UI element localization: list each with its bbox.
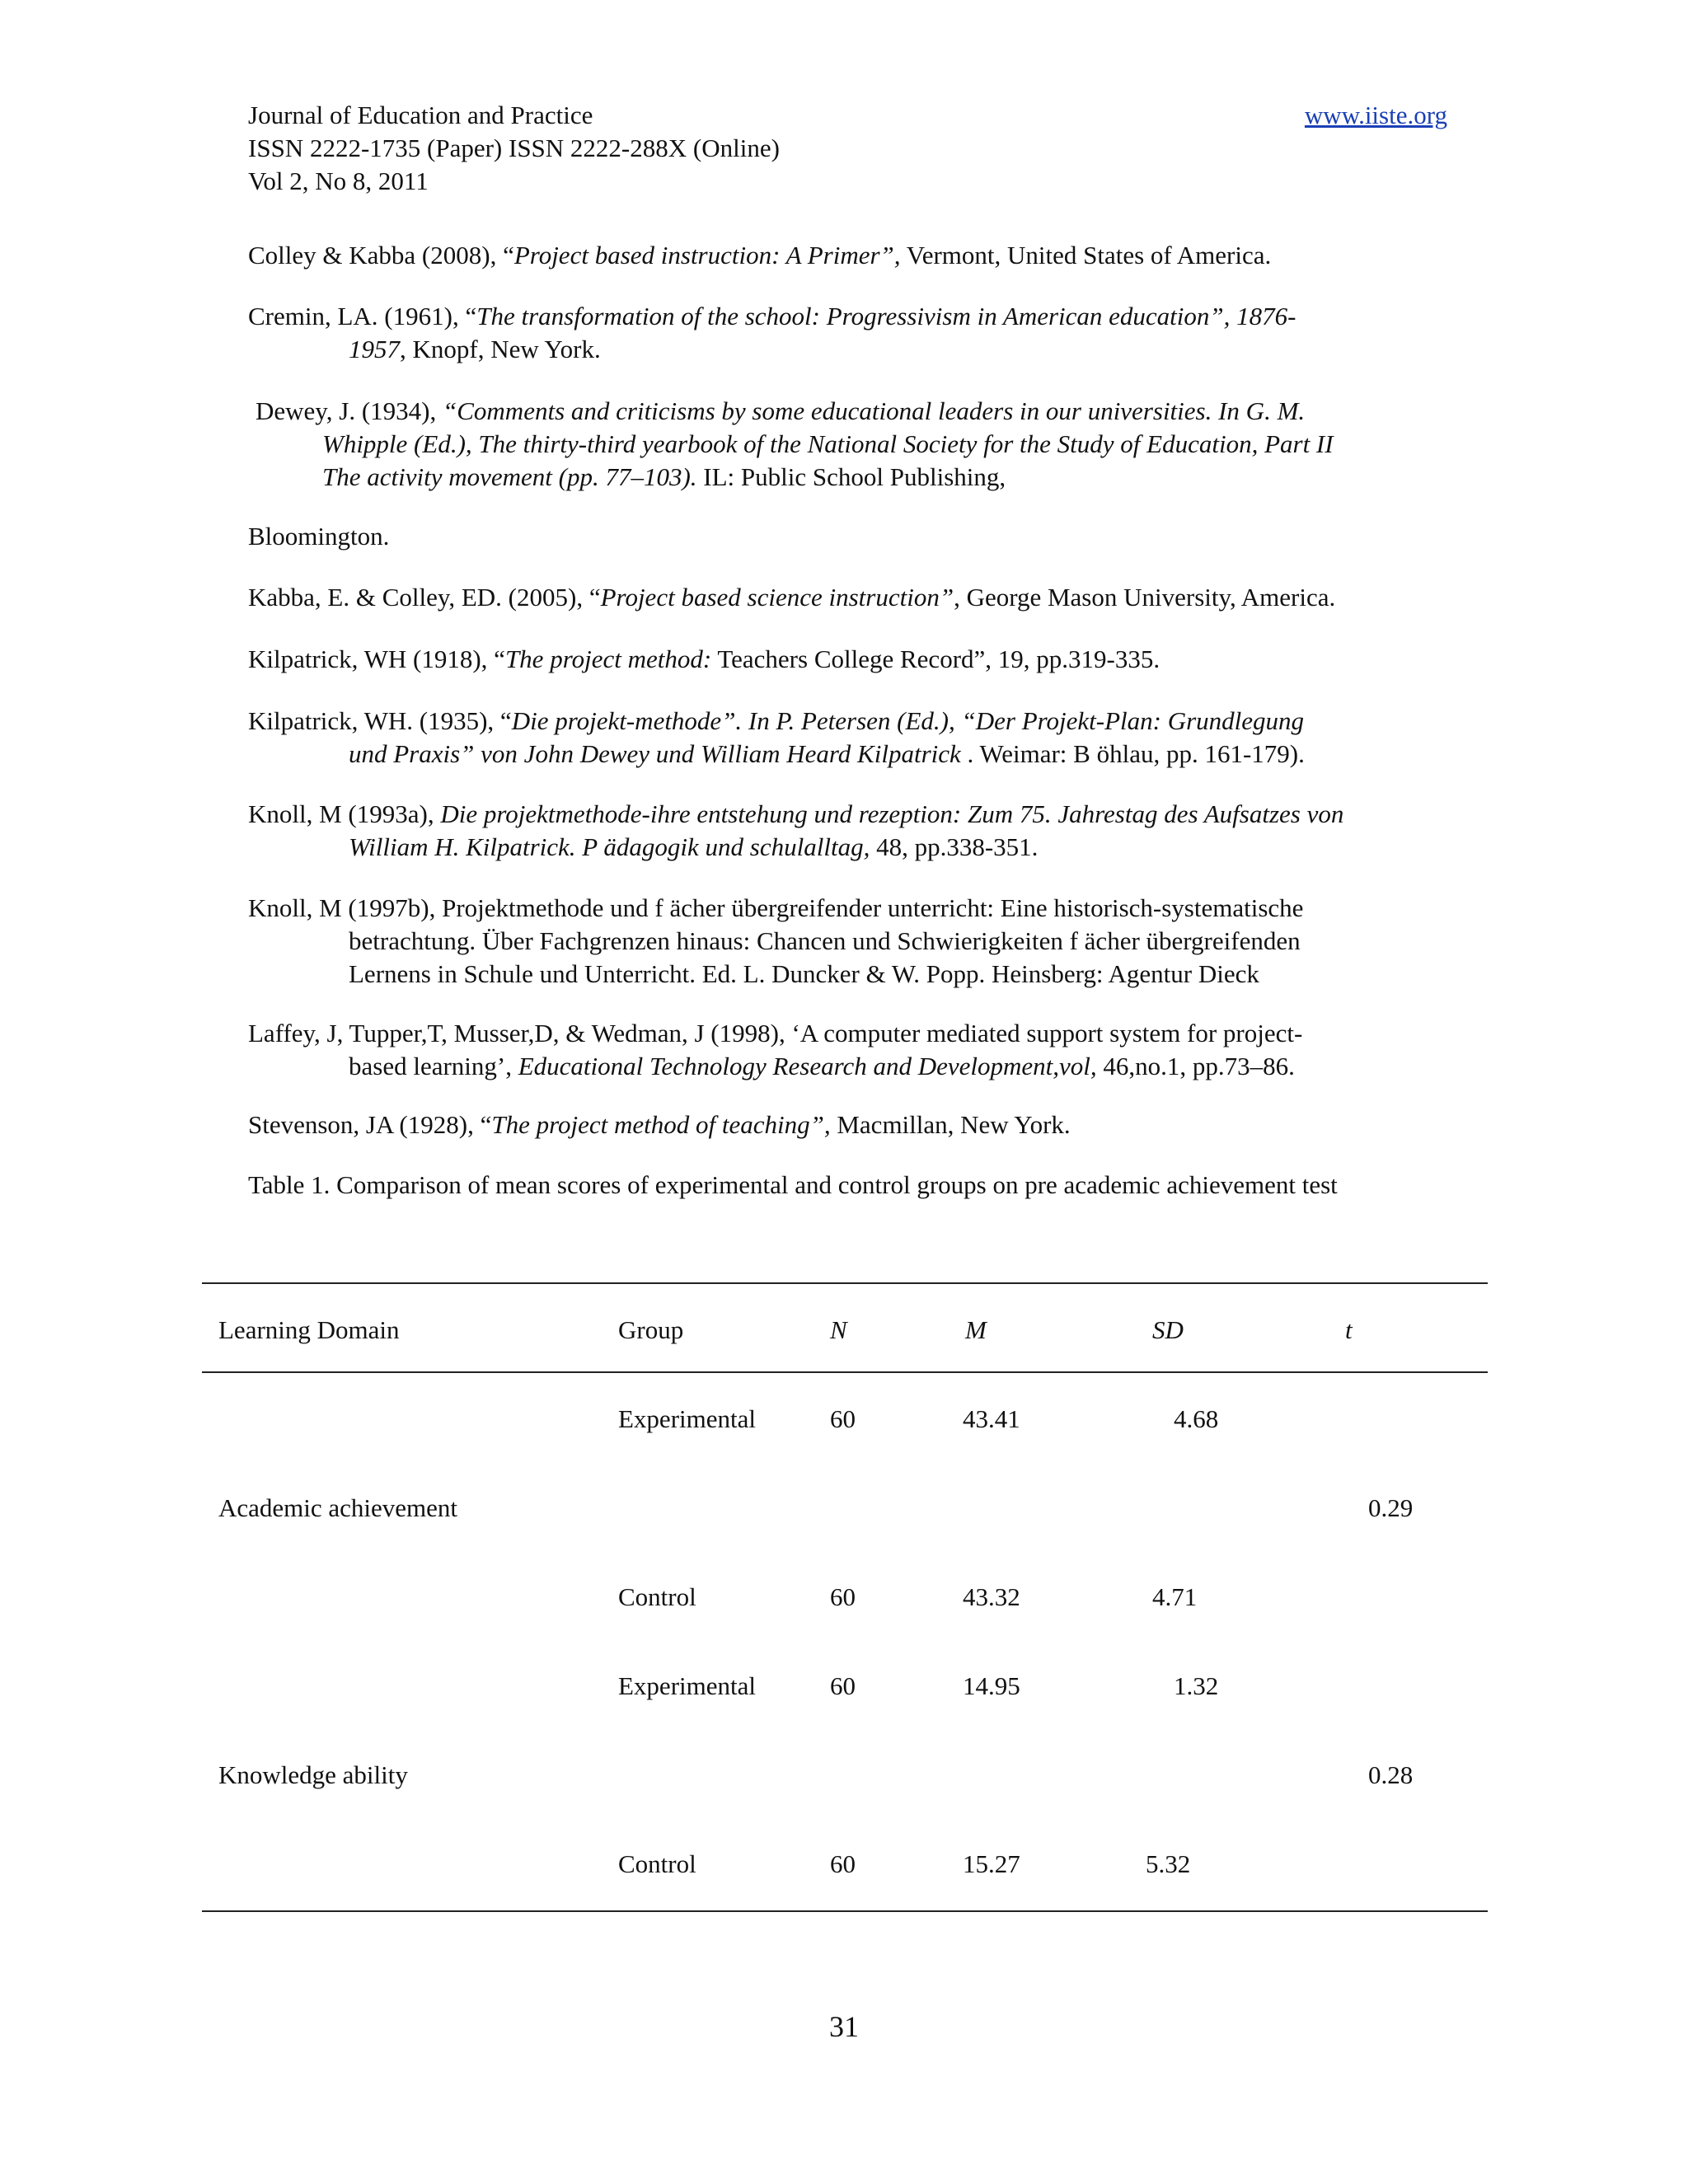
table-cell-m: 43.41 <box>963 1404 1020 1433</box>
reference-line <box>248 1110 1071 1140</box>
table-cell-m: 14.95 <box>963 1671 1020 1700</box>
table-top-rule <box>202 1282 1488 1284</box>
reference-line <box>248 799 1343 829</box>
table-cell-n: 60 <box>830 1582 856 1611</box>
reference-italic-text: “Comments and criticisms by some educational leaders in our universities. In G. M. <box>443 396 1306 425</box>
reference-text: Stevenson, JA (1928), “ <box>248 1110 492 1139</box>
reference-text: Lernens in Schule und Unterricht. Ed. L. Duncker & W. Popp. Heinsberg: Agentur Dieck <box>349 959 1259 988</box>
reference-italic-text: Project based science instruction” <box>600 583 954 612</box>
col-header-m: M <box>965 1315 987 1344</box>
reference-italic-text: und Praxis” von John Dewey und William Heard Kilpatrick <box>349 739 961 768</box>
reference-text: 46,no.1, pp.73–86. <box>1096 1052 1295 1080</box>
reference-italic-text: Whipple (Ed.), The thirty-third yearbook of the National Society for the Study of Education, Part II <box>322 429 1334 458</box>
reference-italic-text: 1957 <box>349 335 400 363</box>
reference-line <box>322 462 1006 492</box>
table-cell-t: 0.29 <box>1368 1493 1414 1522</box>
volume-line: Vol 2, No 8, 2011 <box>248 166 429 195</box>
reference-text: , George Mason University, America. <box>954 583 1336 612</box>
reference-text: Colley & Kabba (2008), “ <box>248 241 514 269</box>
table-header-rule <box>202 1371 1488 1373</box>
reference-text: based learning’, <box>349 1052 518 1080</box>
reference-text: Kabba, E. & Colley, ED. (2005), “ <box>248 583 601 612</box>
col-header-n: N <box>830 1315 847 1344</box>
table-cell-m: 43.32 <box>963 1582 1020 1611</box>
reference-text: Teachers College Record”, 19, pp.319-335. <box>711 644 1160 673</box>
table-cell-group: Control <box>618 1582 696 1611</box>
reference-line <box>248 522 389 551</box>
reference-italic-text: Project based instruction: A Primer”, <box>513 241 901 269</box>
reference-line <box>349 959 1259 989</box>
reference-text: Bloomington. <box>248 522 390 551</box>
col-header-group: Group <box>618 1315 684 1344</box>
table-cell-n: 60 <box>830 1404 856 1433</box>
journal-title: Journal of Education and Practice <box>248 101 593 129</box>
reference-text: Dewey, J. (1934), <box>256 396 443 425</box>
reference-text: Macmillan, New York. <box>830 1110 1071 1139</box>
reference-italic-text: The project method of teaching”, <box>491 1110 831 1139</box>
reference-italic-text: William H. Kilpatrick. P ädagogik und schulalltag, <box>349 832 870 861</box>
reference-italic-text: Die projektmethode-ihre entstehung und rezeption: Zum 75. Jahrestag des Aufsatzes von <box>440 799 1344 828</box>
col-header-learning-domain: Learning Domain <box>218 1315 400 1344</box>
reference-text: Knoll, M (1997b), Projektmethode und f ächer übergreifender unterricht: Eine historisch-systematische <box>248 893 1304 922</box>
reference-line <box>349 335 601 364</box>
reference-line <box>322 429 1334 459</box>
col-header-t: t <box>1345 1315 1353 1344</box>
reference-text: . Weimar: B öhlau, pp. 161-179). <box>960 739 1305 768</box>
table-cell-m: 15.27 <box>963 1849 1020 1878</box>
table-cell-n: 60 <box>830 1671 856 1700</box>
reference-line <box>349 832 1038 862</box>
reference-line <box>248 241 1271 270</box>
table-cell-sd: 5.32 <box>1146 1849 1191 1878</box>
table-cell-domain: Academic achievement <box>218 1493 458 1522</box>
reference-line <box>248 706 1304 736</box>
reference-text: Cremin, LA. (1961), “ <box>248 302 477 330</box>
table-bottom-rule <box>202 1910 1488 1912</box>
table-cell-group: Experimental <box>618 1404 756 1433</box>
col-header-sd: SD <box>1152 1315 1184 1344</box>
reference-text: Kilpatrick, WH (1918), “ <box>248 644 505 673</box>
table-caption: Table 1. Comparison of mean scores of experimental and control groups on pre academic achievement test <box>248 1170 1338 1199</box>
reference-text: 48, pp.338-351. <box>870 832 1039 861</box>
reference-line <box>248 893 1303 923</box>
reference-line <box>349 926 1301 956</box>
reference-text: Laffey, J, Tupper,T, Musser,D, & Wedman, J (1998), ‘A computer mediated support system for project- <box>248 1019 1303 1047</box>
reference-line <box>248 302 1296 331</box>
reference-italic-text: The transformation of the school: Progressivism in American education”, 1876- <box>476 302 1296 330</box>
table-cell-group: Control <box>618 1849 696 1878</box>
reference-text: IL: Public School Publishing, <box>696 462 1006 491</box>
table-cell-n: 60 <box>830 1849 856 1878</box>
reference-italic-text: Die projekt-methode”. In P. Petersen (Ed.), “Der Projekt-Plan: Grundlegung <box>511 706 1305 735</box>
table-cell-sd: 1.32 <box>1174 1671 1219 1700</box>
reference-italic-text: Educational Technology Research and Development,vol, <box>518 1052 1097 1080</box>
reference-italic-text: The project method: <box>504 644 712 673</box>
website-link[interactable]: www.iiste.org <box>1304 101 1447 129</box>
page-number: 31 <box>829 2010 859 2043</box>
reference-text: , Knopf, New York. <box>400 335 601 363</box>
reference-text: Knoll, M (1993a), <box>248 799 441 828</box>
table-cell-sd: 4.71 <box>1152 1582 1198 1611</box>
reference-line <box>256 396 1305 426</box>
table-cell-t: 0.28 <box>1368 1760 1414 1789</box>
table-cell-group: Experimental <box>618 1671 756 1700</box>
reference-line <box>349 1052 1295 1081</box>
table-cell-domain: Knowledge ability <box>218 1760 408 1789</box>
reference-line <box>349 739 1305 769</box>
issn-line: ISSN 2222-1735 (Paper) ISSN 2222-288X (Online) <box>248 134 780 162</box>
table-cell-sd: 4.68 <box>1174 1404 1219 1433</box>
reference-italic-text: The activity movement (pp. 77–103). <box>322 462 697 491</box>
reference-text: Kilpatrick, WH. (1935), “ <box>248 706 512 735</box>
reference-line <box>248 583 1335 612</box>
reference-line <box>248 644 1160 674</box>
reference-text: Vermont, United States of America. <box>900 241 1272 269</box>
reference-text: betrachtung. Über Fachgrenzen hinaus: Chancen und Schwierigkeiten f ächer übergreifenden <box>349 926 1301 955</box>
reference-line <box>248 1019 1302 1048</box>
